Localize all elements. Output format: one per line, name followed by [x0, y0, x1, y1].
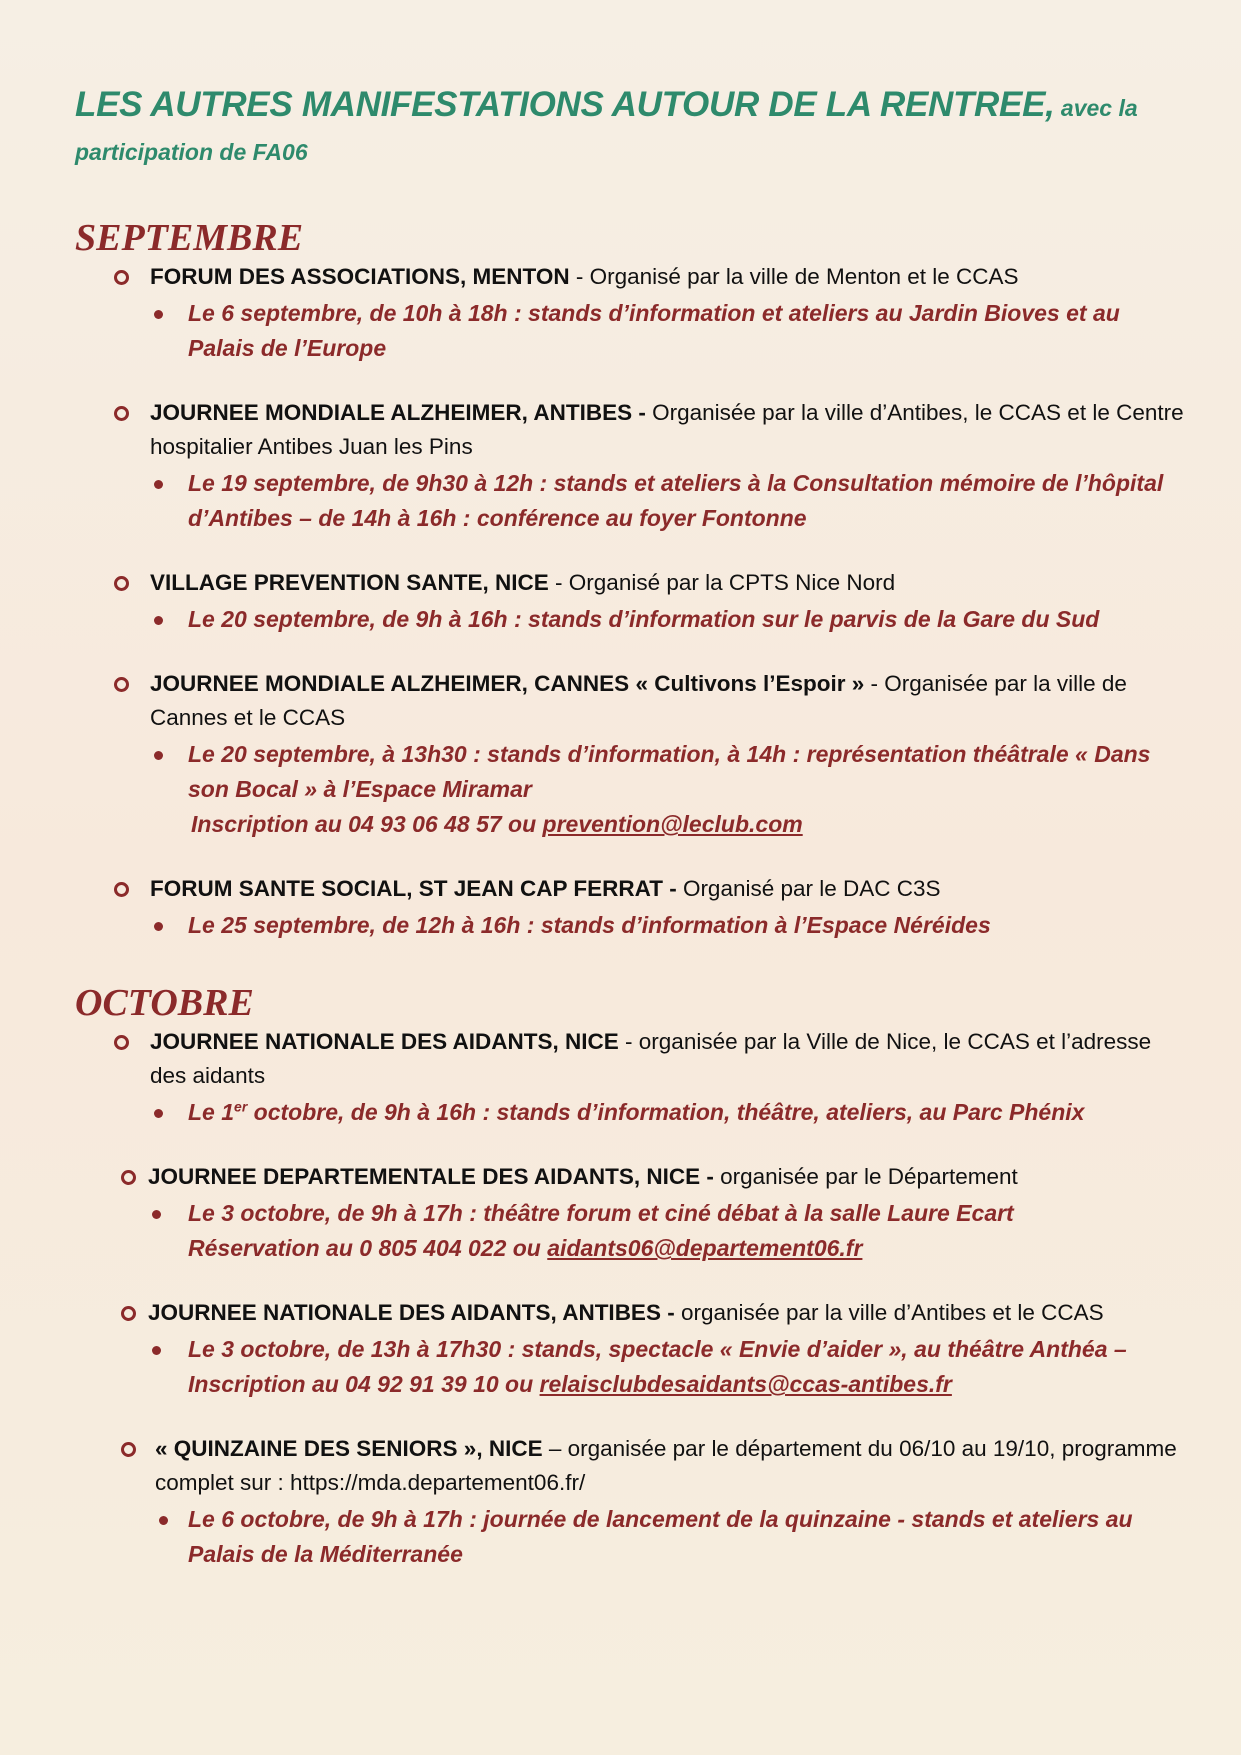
title-main: LES AUTRES MANIFESTATIONS AUTOUR DE LA RENTREE, — [75, 85, 1055, 124]
event-organizer: - Organisé par la ville de Menton et le CCAS — [569, 264, 1019, 289]
event-organizer: - organisée par la Ville de Nice, le CCAS et l’adresse des aidants — [150, 1029, 1152, 1088]
event-alzheimer-antibes — [75, 396, 1185, 536]
circle-bullet-icon — [114, 576, 129, 591]
event-detail: Le 6 octobre, de 9h à 17h : journée de lancement de la quinzaine - stands et ateliers au Palais de la Méditerranée — [188, 1506, 1133, 1567]
event-organizer: organisée par la ville d’Antibes et le CCAS — [674, 1300, 1104, 1325]
event-detail: Le 19 septembre, de 9h30 à 12h : stands et ateliers à la Consultation mémoire de l’hôpital d’Antibes – de 14h à 16h : conférence au foyer Fontonne — [188, 470, 1164, 531]
event-registration: Réservation au 0 805 404 022 ou — [188, 1235, 548, 1261]
dot-bullet-icon — [154, 1109, 163, 1118]
event-detail: Le 20 septembre, à 13h30 : stands d’information, à 14h : représentation théâtrale « Dans son Bocal » à l’Espace Miramar — [188, 741, 1151, 802]
event-alzheimer-cannes — [75, 667, 1185, 842]
email-link[interactable]: aidants06@departement06.fr — [547, 1235, 863, 1261]
circle-bullet-icon — [114, 882, 129, 897]
month-heading-september: SEPTEMBRE — [75, 217, 304, 259]
event-forum-menton — [75, 260, 1185, 366]
event-name: JOURNEE NATIONALE DES AIDANTS, ANTIBES - — [148, 1300, 675, 1325]
event-detail: Le 3 octobre, de 9h à 17h : théâtre forum et ciné débat à la salle Laure Ecart — [188, 1200, 1014, 1226]
event-name: JOURNEE NATIONALE DES AIDANTS, NICE — [150, 1029, 619, 1054]
event-name: JOURNEE DEPARTEMENTALE DES AIDANTS, NICE - — [148, 1164, 714, 1189]
dot-bullet-icon — [154, 616, 163, 625]
event-name: JOURNEE MONDIALE ALZHEIMER, ANTIBES - — [150, 400, 646, 425]
email-link[interactable]: relaisclubdesaidants@ccas-antibes.fr — [539, 1371, 952, 1397]
event-name: JOURNEE MONDIALE ALZHEIMER, CANNES « Cultivons l’Espoir » — [150, 671, 865, 696]
event-name: FORUM SANTE SOCIAL, ST JEAN CAP FERRAT - — [150, 876, 677, 901]
event-forum-sante-social — [75, 872, 1185, 943]
title-suffix: avec la participation de FA06 — [75, 95, 1138, 165]
event-departementale-aidants — [75, 1160, 1185, 1266]
dot-bullet-icon — [159, 1516, 168, 1525]
circle-bullet-icon — [121, 1170, 136, 1185]
dot-bullet-icon — [154, 751, 163, 760]
circle-bullet-icon — [114, 406, 129, 421]
circle-bullet-icon — [114, 270, 129, 285]
event-organizer: – organisée par le département du 06/10 au 19/10, programme complet sur : https://mda.departement06.fr/ — [155, 1436, 1177, 1495]
event-organizer: Organisé par le DAC C3S — [676, 876, 941, 901]
event-aidants-antibes — [75, 1296, 1185, 1402]
event-detail: Le 3 octobre, de 13h à 17h30 : stands, spectacle « Envie d’aider », au théâtre Anthéa – Inscription au 04 92 91 39 10 ou relaisclubdesaidants@ccas-antibes.fr — [188, 1336, 1127, 1397]
event-registration: Inscription au 04 93 06 48 57 ou — [191, 811, 543, 837]
page-title — [75, 85, 1185, 176]
circle-bullet-icon — [114, 1035, 129, 1050]
event-village-prevention-nice — [75, 566, 1185, 637]
email-link[interactable]: prevention@leclub.com — [542, 811, 803, 837]
event-quinzaine-seniors — [75, 1432, 1185, 1572]
month-heading-october: OCTOBRE — [75, 982, 254, 1024]
dot-bullet-icon — [154, 310, 163, 319]
circle-bullet-icon — [114, 677, 129, 692]
dot-bullet-icon — [152, 1346, 161, 1355]
event-name: FORUM DES ASSOCIATIONS, MENTON — [150, 264, 570, 289]
event-name: « QUINZAINE DES SENIORS », NICE — [155, 1436, 543, 1461]
event-name: VILLAGE PREVENTION SANTE, NICE — [150, 570, 549, 595]
event-organizer: - Organisé par la CPTS Nice Nord — [548, 570, 896, 595]
event-detail: Le 20 septembre, de 9h à 16h : stands d’information sur le parvis de la Gare du Sud — [188, 606, 1100, 632]
event-aidants-nice — [75, 1025, 1185, 1130]
event-detail: Le 25 septembre, de 12h à 16h : stands d’information à l’Espace Néréides — [188, 912, 991, 938]
document-page — [75, 85, 1185, 1572]
event-detail: Le 6 septembre, de 10h à 18h : stands d’information et ateliers au Jardin Bioves et au Palais de l’Europe — [188, 300, 1120, 361]
event-detail: Le 1er octobre, de 9h à 16h : stands d’information, théâtre, ateliers, au Parc Phénix — [188, 1098, 1085, 1125]
circle-bullet-icon — [121, 1306, 136, 1321]
dot-bullet-icon — [154, 480, 163, 489]
event-organizer: organisée par le Département — [713, 1164, 1018, 1189]
event-organizer: - Organisée par la ville de Cannes et le CCAS — [150, 671, 1127, 730]
dot-bullet-icon — [154, 922, 163, 931]
event-organizer: Organisée par la ville d’Antibes, le CCAS et le Centre hospitalier Antibes Juan les Pins — [150, 400, 1184, 459]
dot-bullet-icon — [152, 1210, 161, 1219]
circle-bullet-icon — [121, 1442, 136, 1457]
